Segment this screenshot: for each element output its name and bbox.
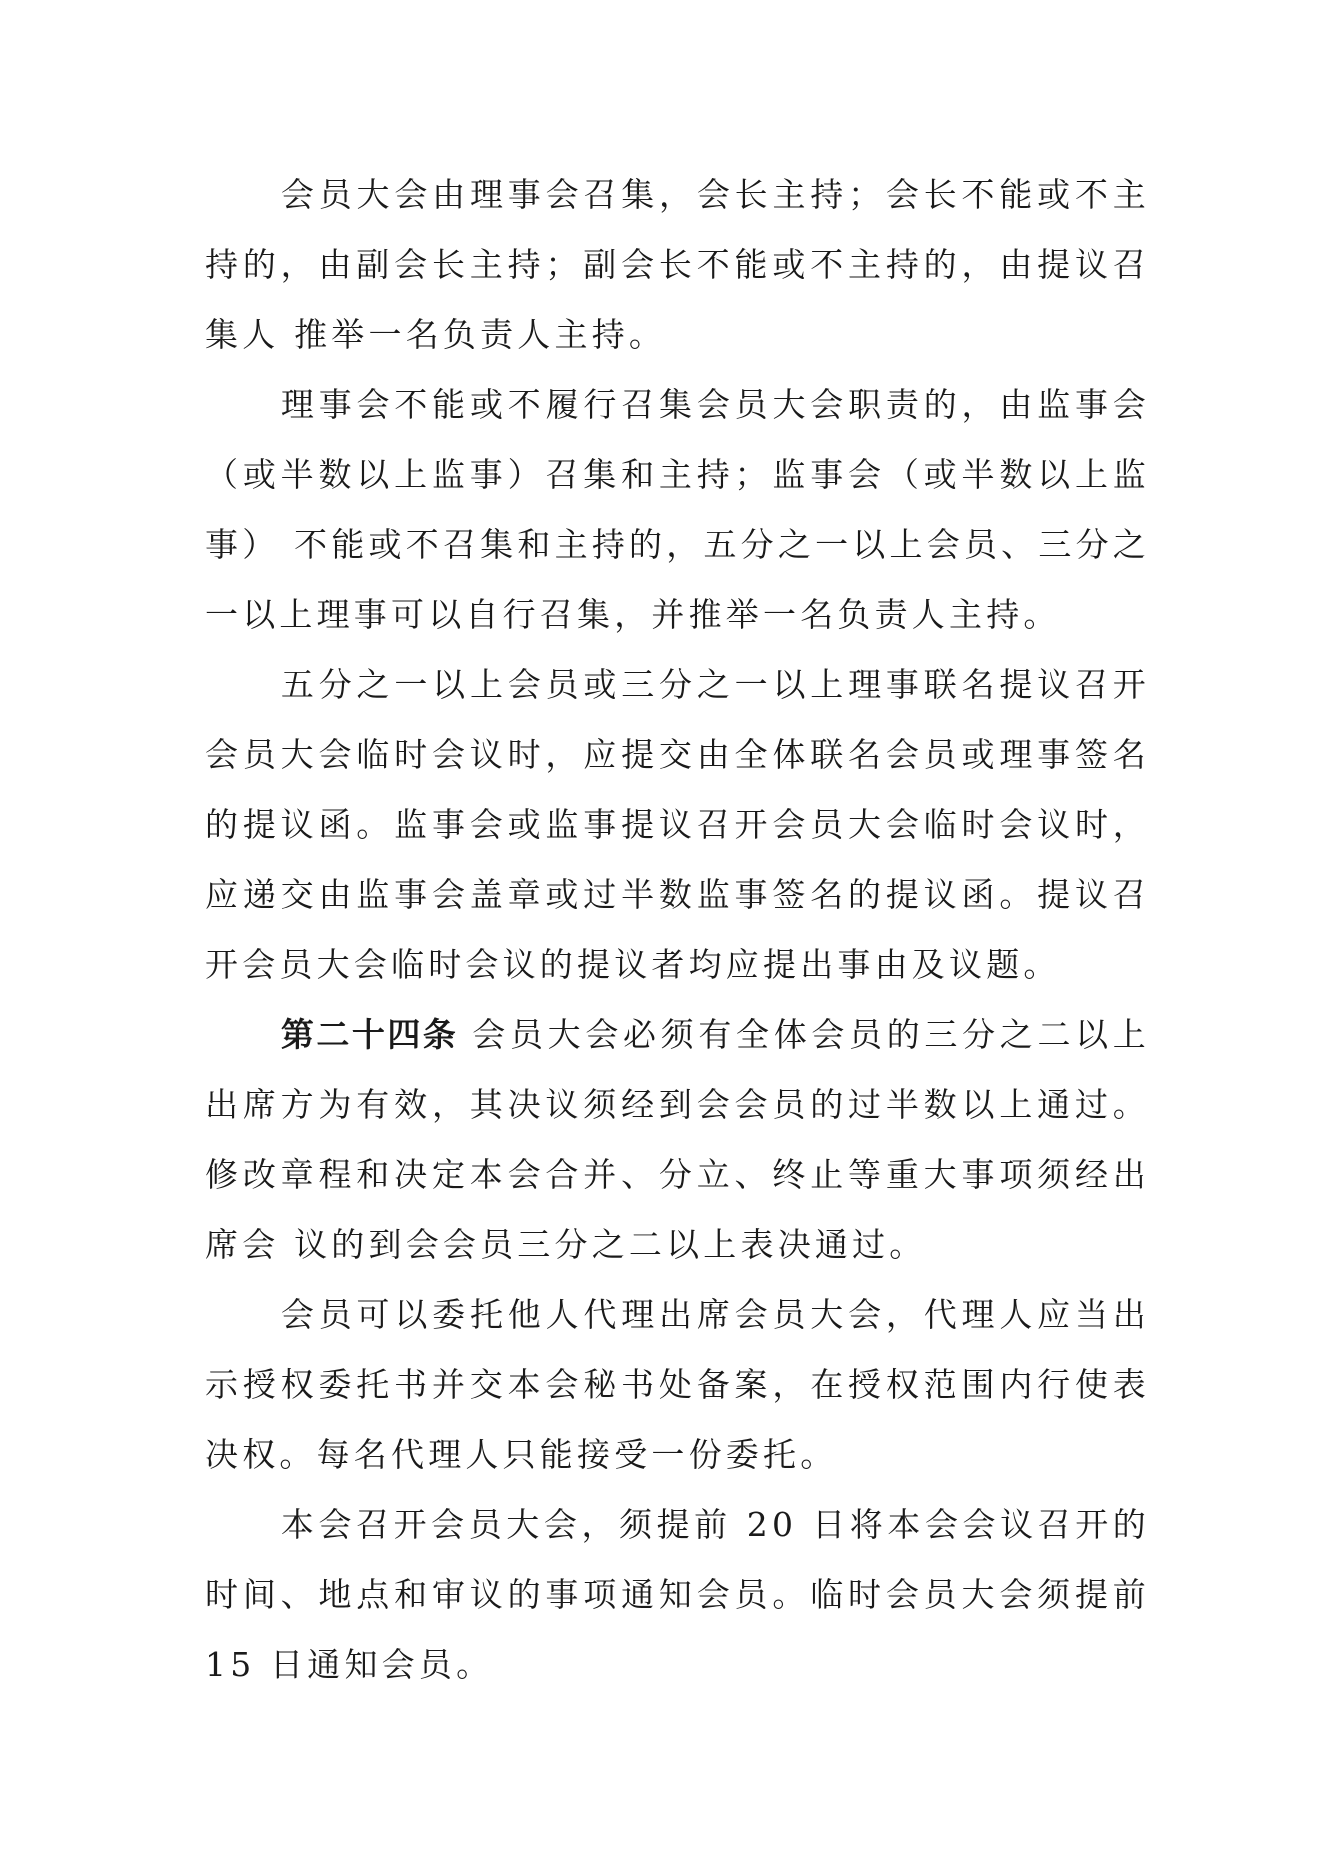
paragraph-notice-period (205, 1490, 1150, 1700)
paragraph-convening (205, 160, 1150, 370)
paragraph-article-24 (205, 1000, 1150, 1280)
paragraph-text: 五分之一以上会员或三分之一以上理事联名提议召开会员大会临时会议时，应提交由全体联名会员或理事签名的提议函。监事会或监事提议召开会员大会临时会议时，应递交由监事会盖章或过半数监事签名的提议函。提议召开会员大会临时会议的提议者均应提出事由及议题。 (205, 665, 1150, 984)
paragraph-text: 会员可以委托他人代理出席会员大会，代理人应当出示授权委托书并交本会秘书处备案，在授权范围内行使表决权。每名代理人只能接受一份委托。 (205, 1295, 1150, 1474)
paragraph-supervisory-convening (205, 370, 1150, 650)
paragraph-text: 本会召开会员大会，须提前 20 日将本会会议召开的时间、地点和审议的事项通知会员。临时会员大会须提前 15 日通知会员。 (205, 1505, 1150, 1684)
paragraph-text: 会员大会由理事会召集，会长主持；会长不能或不主持的，由副会长主持；副会长不能或不主持的，由提议召集人 推举一名负责人主持。 (205, 175, 1150, 354)
document-body (205, 160, 1150, 1700)
paragraph-text: 理事会不能或不履行召集会员大会职责的，由监事会（或半数以上监事）召集和主持；监事会（或半数以上监事） 不能或不召集和主持的，五分之一以上会员、三分之一以上理事可以自行召集，并推举一名负责人主持。 (205, 385, 1150, 634)
paragraph-interim-meeting-proposal (205, 650, 1150, 1000)
paragraph-proxy (205, 1280, 1150, 1490)
article-number: 第二十四条 (280, 1015, 459, 1054)
paragraph-text: 会员大会必须有全体会员的三分之二以上出席方为有效，其决议须经到会会员的过半数以上通过。修改章程和决定本会合并、分立、终止等重大事项须经出席会 议的到会会员三分之二以上表决通过。 (205, 1015, 1150, 1264)
